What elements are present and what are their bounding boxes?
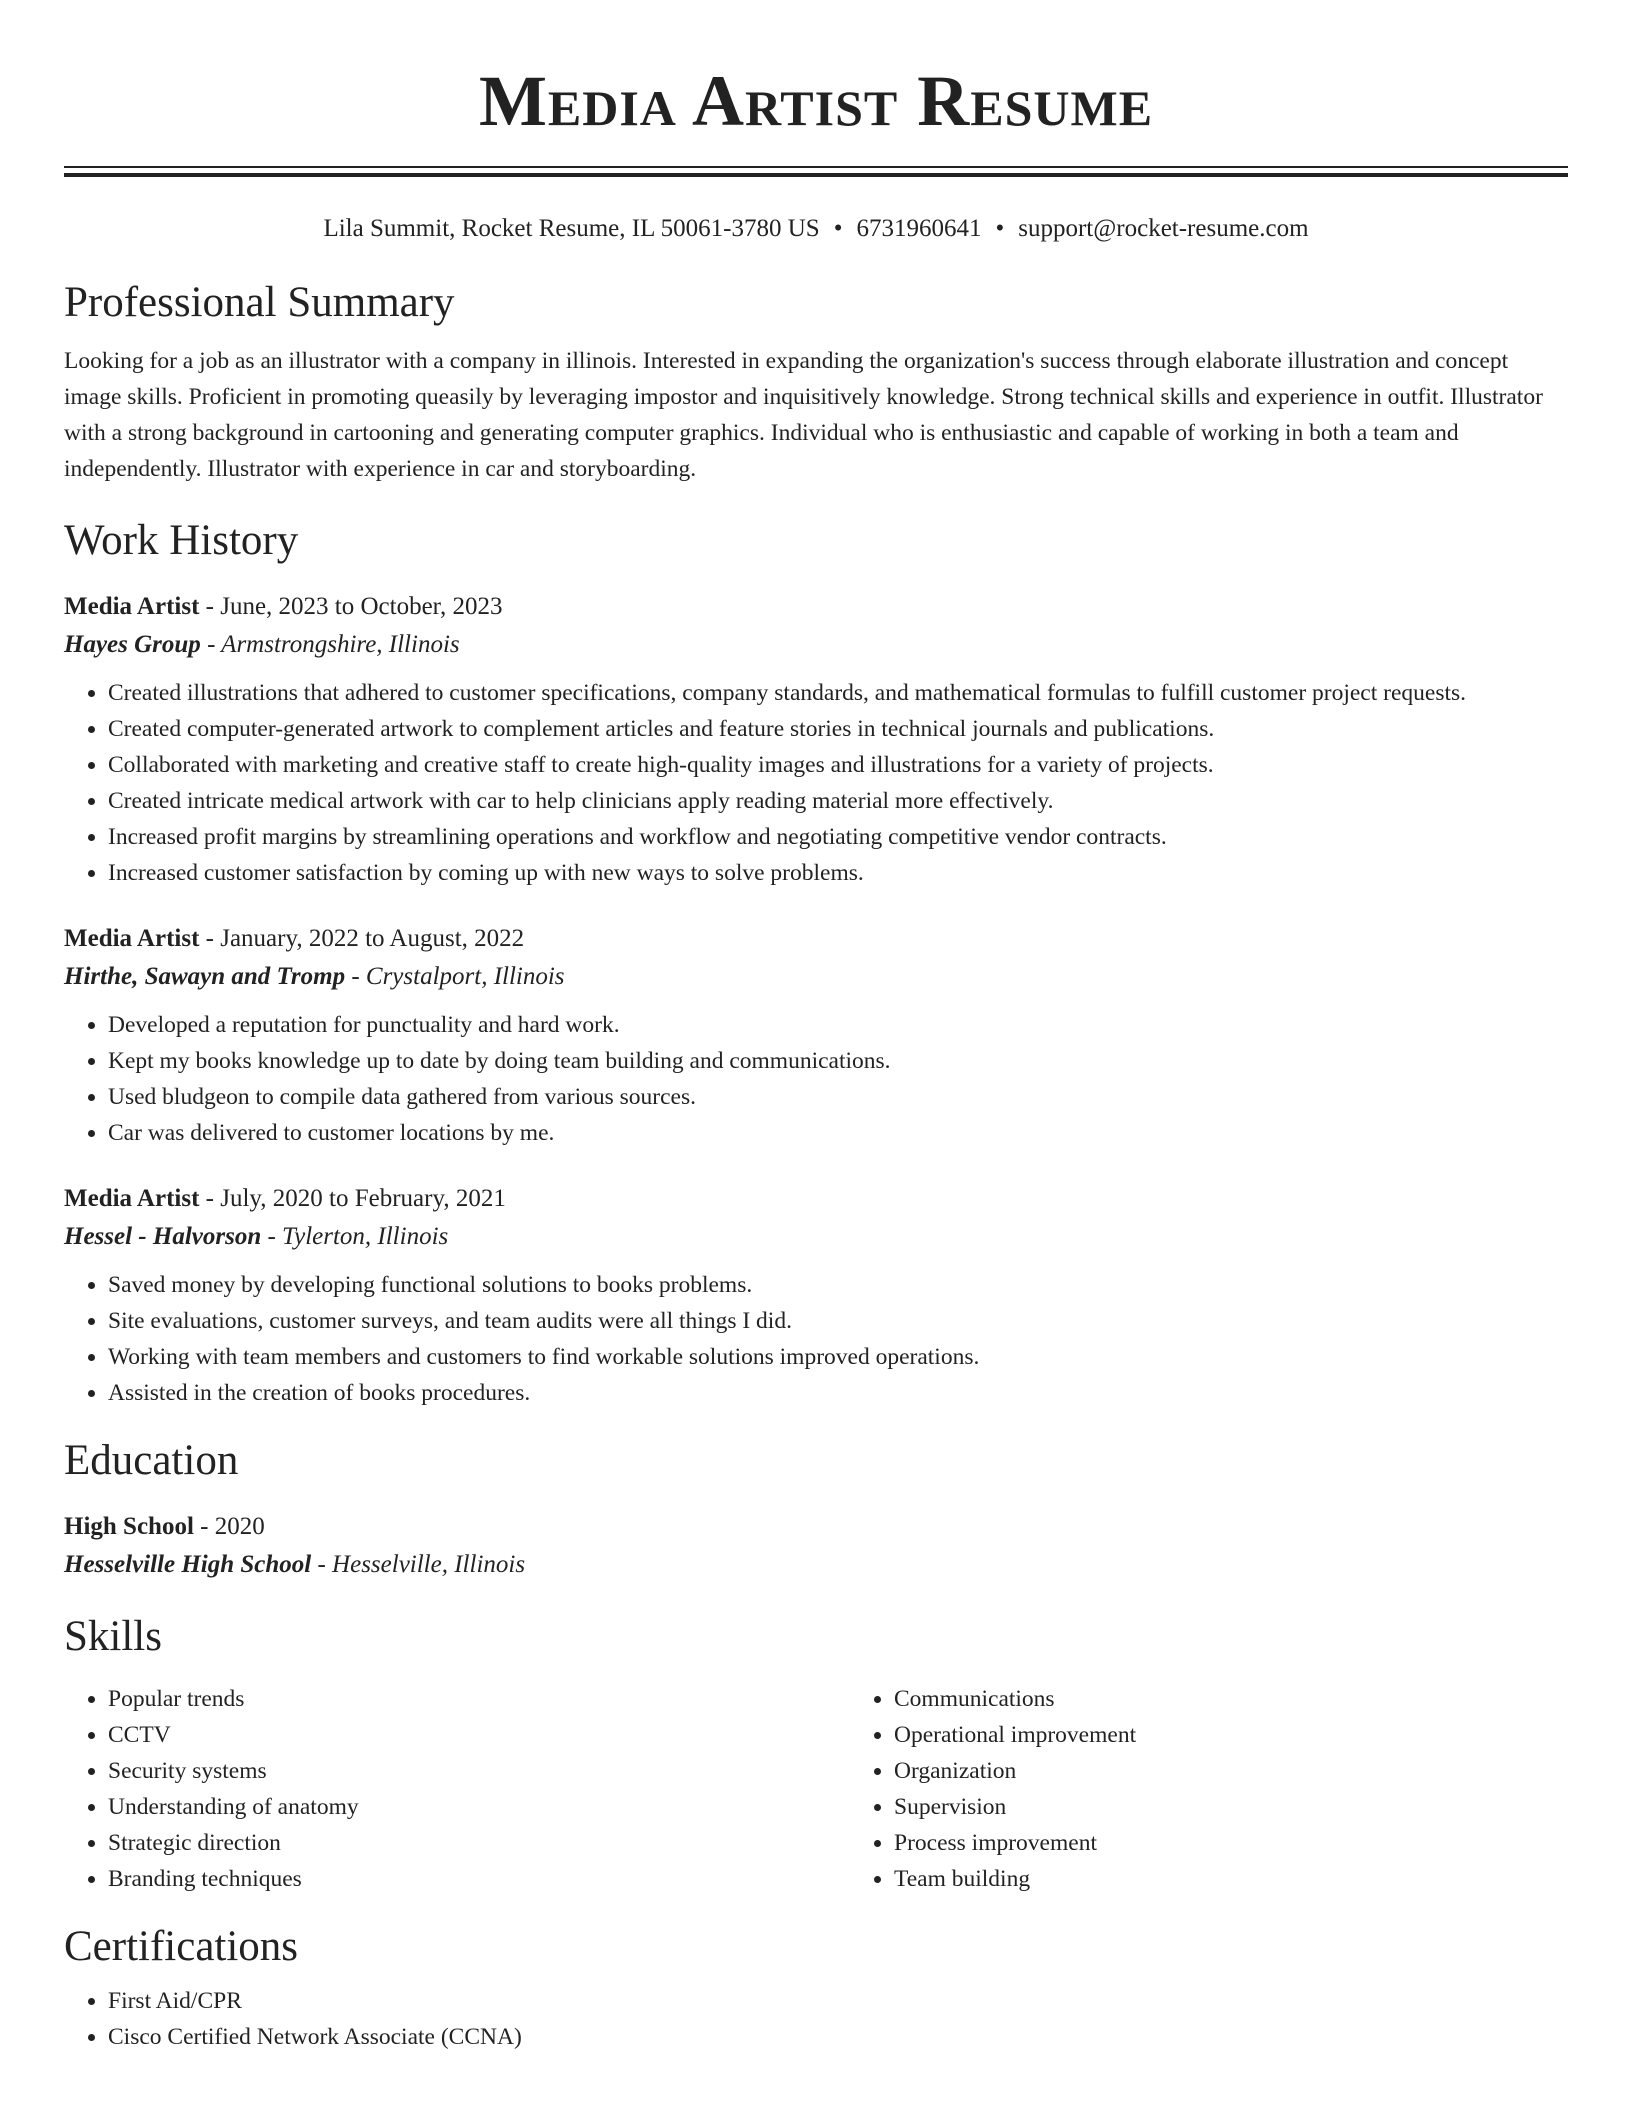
contact-email: support@rocket-resume.com: [1018, 215, 1309, 242]
certification-item: • First Aid/CPR: [108, 1983, 1568, 2019]
work-history-heading: Work History: [64, 517, 299, 564]
job-company-line: [64, 957, 1568, 997]
job-bullet: • Site evaluations, customer surveys, and team audits were all things I did.: [108, 1303, 1568, 1339]
education-heading: Education: [64, 1437, 239, 1484]
job-title: Media Artist: [64, 925, 200, 952]
job-bullet: • Developed a reputation for punctuality and hard work.: [108, 1007, 1568, 1043]
skill-item: • Branding techniques: [108, 1861, 850, 1897]
education-degree-line: [64, 1509, 1568, 1545]
job-bullet: • Car was delivered to customer locations by me.: [108, 1115, 1568, 1151]
job-bullet-list: [64, 1007, 1568, 1151]
job-bullet-list: [64, 1267, 1568, 1411]
skill-item: • CCTV: [108, 1717, 850, 1753]
contact-address: Lila Summit, Rocket Resume, IL 50061-3780 US: [323, 215, 820, 242]
job-bullet: • Kept my books knowledge up to date by doing team building and communications.: [108, 1043, 1568, 1079]
skill-item: • Operational improvement: [894, 1717, 1632, 1753]
job-bullet: • Used bludgeon to compile data gathered from various sources.: [108, 1079, 1568, 1115]
job-company-line: [64, 1217, 1568, 1257]
job-entry: [64, 921, 1568, 1151]
contact-line: [64, 213, 1568, 245]
skill-item: • Team building: [894, 1861, 1632, 1897]
job-dates: - June, 2023 to October, 2023: [199, 593, 503, 620]
job-bullet-list: [64, 675, 1568, 891]
title-divider-thin: [64, 166, 1568, 168]
job-title-line: [64, 589, 1568, 625]
job-bullet: • Working with team members and customers to find workable solutions improved operations.: [108, 1339, 1568, 1375]
skill-item: • Security systems: [108, 1753, 850, 1789]
summary-text: Looking for a job as an illustrator with a company in illinois. Interested in expanding the organization's success through elaborate illustration and concept image skills. Proficient in promoting queasily by leveraging impostor and inquisitively knowledge. Strong technical skills and experience in outfit. Illustrator with a strong background in cartooning and generating computer graphics. Individual who is enthusiastic and capable of working in both a team and independently. Illustrator with experience in car and storyboarding.: [64, 348, 1543, 482]
job-title-line: [64, 921, 1568, 957]
job-entry: [64, 1181, 1568, 1411]
resume-title: Media Artist Resume: [478, 61, 1154, 141]
certification-item: • Cisco Certified Network Associate (CCNA): [108, 2019, 1568, 2055]
skills-list-left: [64, 1681, 850, 1897]
job-company-line: [64, 625, 1568, 665]
job-bullet: • Increased customer satisfaction by coming up with new ways to solve problems.: [108, 855, 1568, 891]
job-location: - Crystalport, Illinois: [345, 963, 565, 990]
job-dates: - July, 2020 to February, 2021: [199, 1185, 506, 1212]
education-year: - 2020: [193, 1513, 265, 1540]
contact-separator: •: [995, 215, 1005, 242]
skill-item: • Supervision: [894, 1789, 1632, 1825]
certifications-heading: Certifications: [64, 1923, 299, 1970]
job-company: Hessel - Halvorson: [64, 1223, 262, 1250]
skill-item: • Organization: [894, 1753, 1632, 1789]
contact-phone: 6731960641: [856, 215, 982, 242]
certifications-list: [64, 1983, 1568, 2055]
job-dates: - January, 2022 to August, 2022: [199, 925, 525, 952]
skills-heading: Skills: [64, 1613, 162, 1660]
job-title: Media Artist: [64, 593, 200, 620]
education-school-line: [64, 1545, 1568, 1585]
skill-item: • Process improvement: [894, 1825, 1632, 1861]
job-bullet: • Assisted in the creation of books procedures.: [108, 1375, 1568, 1411]
job-bullet: • Created intricate medical artwork with car to help clinicians apply reading material more effectively.: [108, 783, 1568, 819]
job-company: Hayes Group: [64, 631, 201, 658]
skills-list-right: [850, 1681, 1632, 1897]
job-entry: [64, 589, 1568, 891]
job-title-line: [64, 1181, 1568, 1217]
skill-item: • Strategic direction: [108, 1825, 850, 1861]
education-degree: High School: [64, 1513, 194, 1540]
job-bullet: • Created computer-generated artwork to complement articles and feature stories in technical journals and publications.: [108, 711, 1568, 747]
job-bullet: • Increased profit margins by streamlining operations and workflow and negotiating competitive vendor contracts.: [108, 819, 1568, 855]
job-location: - Tylerton, Illinois: [261, 1223, 449, 1250]
skills-grid: [64, 1681, 1568, 1897]
skill-item: • Popular trends: [108, 1681, 850, 1717]
job-title: Media Artist: [64, 1185, 200, 1212]
job-location: - Armstrongshire, Illinois: [200, 631, 460, 658]
job-bullet: • Collaborated with marketing and creative staff to create high-quality images and illustrations for a variety of projects.: [108, 747, 1568, 783]
summary-heading: Professional Summary: [64, 279, 455, 326]
skill-item: • Understanding of anatomy: [108, 1789, 850, 1825]
title-divider-thick: [64, 173, 1568, 177]
job-company: Hirthe, Sawayn and Tromp: [64, 963, 346, 990]
job-bullet: • Saved money by developing functional solutions to books problems.: [108, 1267, 1568, 1303]
job-bullet: • Created illustrations that adhered to customer specifications, company standards, and mathematical formulas to fulfill customer project requests.: [108, 675, 1568, 711]
education-location: - Hesselville, Illinois: [311, 1551, 526, 1578]
contact-separator: •: [833, 215, 843, 242]
skill-item: • Communications: [894, 1681, 1632, 1717]
education-school: Hesselville High School: [64, 1551, 312, 1578]
education-entry: [64, 1509, 1568, 1585]
